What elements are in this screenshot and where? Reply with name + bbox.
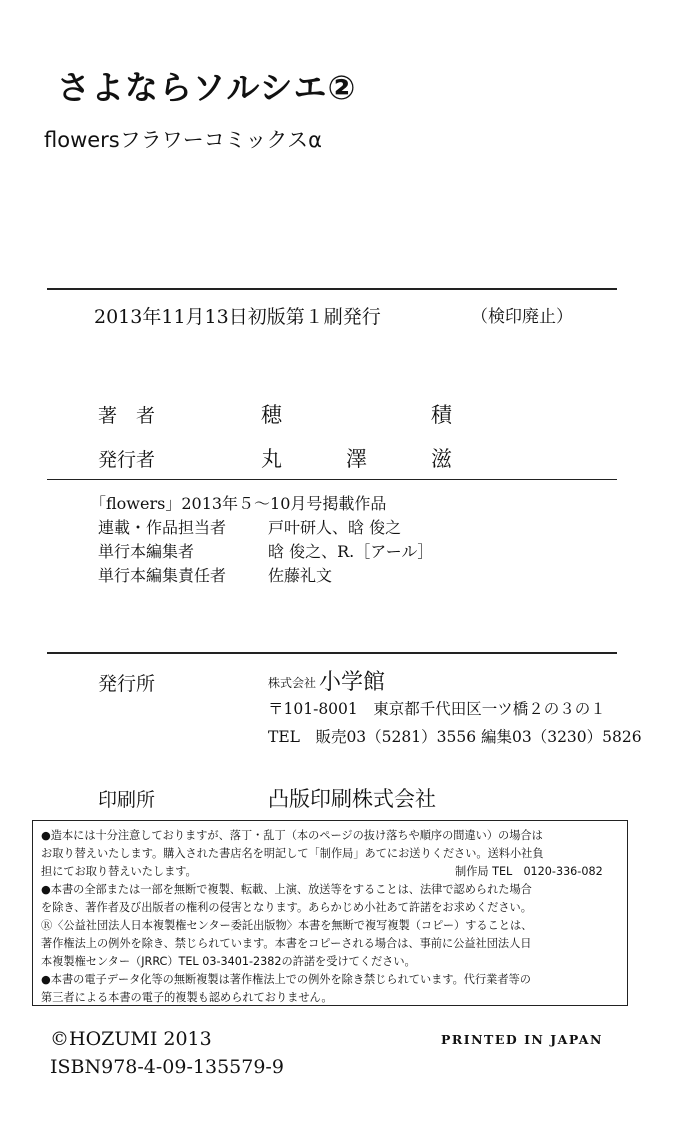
credit-names: 佐藤礼文 xyxy=(268,566,333,585)
printed-in-japan: PRINTED IN JAPAN xyxy=(441,1032,603,1047)
issuer-name-char: 澤 xyxy=(346,447,367,471)
publisher-prefix: 株式会社 xyxy=(268,676,317,690)
serialization-note: 「flowers」2013年５～10月号掲載作品 xyxy=(90,494,387,513)
divider-publisher xyxy=(47,652,617,654)
printer-label: 印刷所 xyxy=(98,789,156,811)
publisher-name: 小学館 xyxy=(319,670,386,695)
imprint-label: flowersフラワーコミックスα xyxy=(44,128,322,152)
notice-line: Ⓡ〈公益社団法人日本複製権センター委託出版物〉本書を無断で複写複製（コピー）することは、 xyxy=(41,919,533,932)
issue-date: 2013年11月13日初版第１刷発行 xyxy=(94,306,381,328)
publisher-address: 〒101-8001 東京都千代田区一ツ橋２の３の１ xyxy=(268,700,606,718)
credit-role: 単行本編集者 xyxy=(98,542,195,561)
notice-line: を除き、著作者及び出版者の権利の侵害となります。あらかじめ小社あて許諾をお求めください。 xyxy=(41,901,532,914)
notice-line: 第三者による本書の電子的複製も認められておりません。 xyxy=(41,991,333,1004)
divider-top xyxy=(47,288,617,290)
author-label: 著 者 xyxy=(98,405,156,427)
issuer-label: 発行者 xyxy=(98,449,156,471)
notice-line: 担にてお取り替えいたします。 xyxy=(41,865,197,878)
notice-line: ●本書の電子データ化等の無断複製は著作権法上での例外を除き禁じられています。代行業者等の xyxy=(41,973,531,986)
issuer-name-char: 丸 xyxy=(261,447,282,471)
copyright: ©HOZUMI 2013 xyxy=(50,1028,212,1050)
notice-line: 著作権法上の例外を除き、禁じられています。本書をコピーされる場合は、事前に公益社団法人日 xyxy=(41,937,532,950)
publisher-phone: TEL 販売03（5281）3556 編集03（3230）5826 xyxy=(268,728,642,746)
book-title: さよならソルシエ② xyxy=(57,68,357,107)
author-name-char: 積 xyxy=(431,403,452,427)
isbn: ISBN978-4-09-135579-9 xyxy=(50,1056,284,1078)
publisher-label: 発行所 xyxy=(98,673,156,695)
printer-name: 凸版印刷株式会社 xyxy=(268,787,436,811)
credit-names: 晗 俊之、R.［アール］ xyxy=(268,542,434,561)
credit-role: 単行本編集責任者 xyxy=(98,566,227,585)
credit-names: 戸叶研人、晗 俊之 xyxy=(268,518,402,537)
stamp-note: （検印廃止） xyxy=(471,307,573,327)
issuer-name-char: 滋 xyxy=(431,447,452,471)
author-name-char: 穂 xyxy=(261,403,282,427)
notice-line: ●造本には十分注意しておりますが、落丁・乱丁（本のページの抜け落ちや順序の間違い）の場合は xyxy=(41,829,543,842)
production-tel: 制作局 TEL 0120-336-082 xyxy=(455,865,603,878)
notice-line: ●本書の全部または一部を無断で複製、転載、上演、放送等をすることは、法律で認められた場合 xyxy=(41,883,532,896)
credit-role: 連載・作品担当者 xyxy=(98,518,227,537)
divider-middle xyxy=(47,479,617,480)
notice-line: 本複製権センター（JRRC）TEL 03-3401-2382の許諾を受けてください。 xyxy=(41,955,416,968)
notice-line: お取り替えいたします。購入された書店名を明記して「制作局」あてにお送りください。送料小社負 xyxy=(41,847,544,860)
